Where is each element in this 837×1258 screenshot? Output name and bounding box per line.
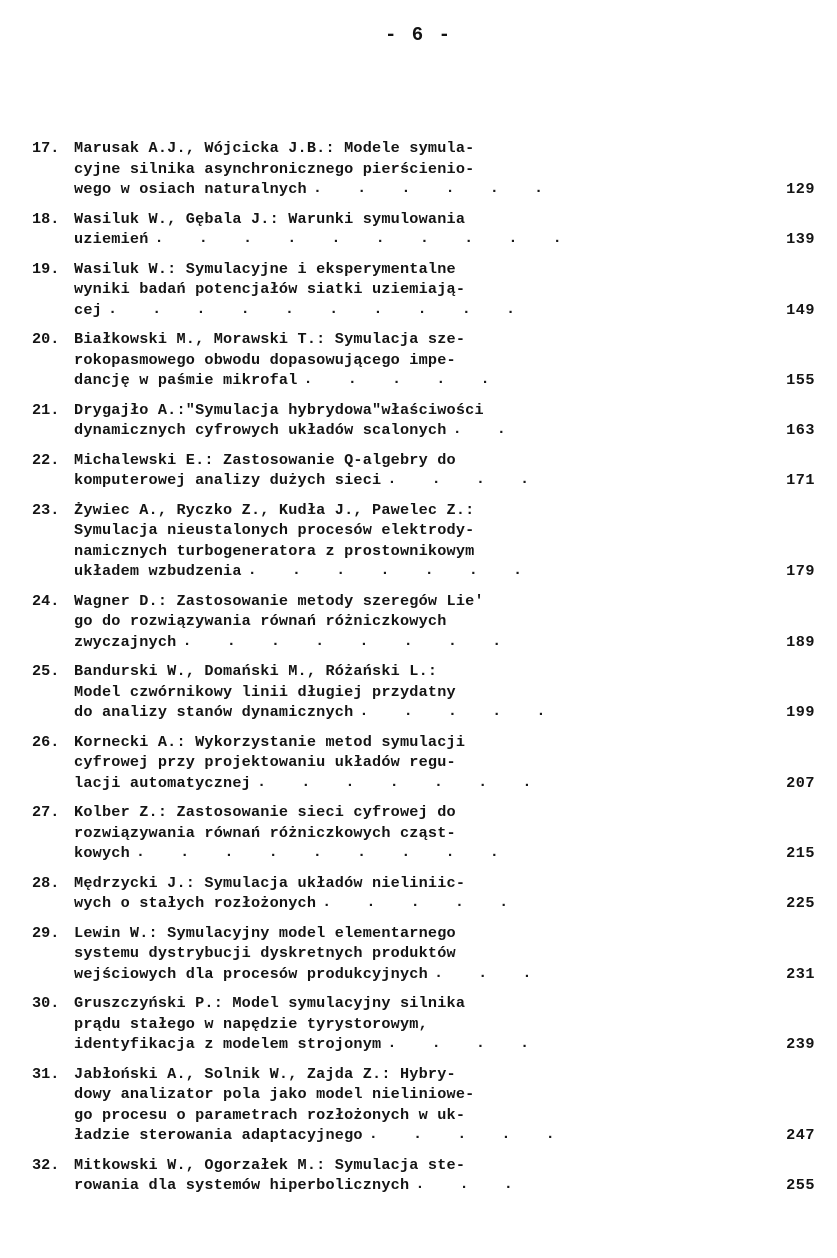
toc-entry-body: [74, 591, 819, 653]
toc-entry-page-number: 163: [786, 421, 815, 439]
toc-entry-body: [74, 923, 819, 985]
toc-entry-number: 22.: [32, 450, 60, 469]
toc-entry-number: 27.: [32, 803, 60, 821]
toc-leader-dots: . . . . . .: [312, 179, 557, 197]
toc-leader-dots: . . . . .: [303, 370, 503, 388]
toc-entry-body: [74, 993, 819, 1055]
toc-entry[interactable]: [28, 138, 819, 200]
toc-entry-page-number: 225: [786, 894, 815, 912]
toc-entry-number: 17.: [32, 139, 60, 157]
toc-entry-page-number: 129: [786, 180, 815, 198]
toc-entry-last-line: [74, 179, 815, 200]
toc-entry-line: namicznych turbogeneratora z prostownikowym: [74, 541, 475, 560]
toc-entry-page-number: 155: [786, 371, 815, 389]
toc-entry-last-line: [74, 1175, 815, 1196]
toc-entry-line: rokopasmowego obwodu dopasowującego impe-: [74, 350, 456, 369]
toc-entry-title-tail: wejściowych dla procesów produkcyjnych: [74, 964, 428, 983]
toc-leader-dots: . . . . . . . . . .: [107, 299, 529, 318]
toc-entry-last-line: [74, 561, 815, 582]
toc-entry-line: Żywiec A., Ryczko Z., Kudła J., Pawelec Z.:: [74, 500, 475, 519]
toc-entry[interactable]: [28, 329, 819, 391]
toc-leader-dots: . . . . . . .: [256, 772, 545, 791]
toc-leader-dots: . . . . .: [322, 893, 522, 911]
toc-entry-page-number: 139: [786, 230, 815, 248]
toc-entry-page-number: 199: [786, 703, 815, 721]
toc-entry-title-tail: cej: [74, 300, 102, 319]
toc-entry-title-tail: kowych: [74, 844, 130, 862]
toc-entry-last-line: [74, 964, 815, 985]
toc-entry-line: Kolber Z.: Zastosowanie sieci cyfrowej do: [74, 803, 456, 821]
toc-entry-line: Marusak A.J., Wójcicka J.B.: Modele symula-: [74, 139, 475, 157]
toc-entry[interactable]: [28, 591, 819, 653]
toc-entry-body: [74, 1064, 819, 1146]
toc-entry-page-number: 247: [786, 1126, 815, 1144]
toc-entry-last-line: [74, 300, 815, 321]
toc-entry-number: 19.: [32, 259, 60, 278]
toc-entry-line: Mitkowski W., Ogorzałek M.: Symulacja ste-: [74, 1155, 466, 1174]
toc-entry-body: [74, 873, 819, 914]
toc-leader-dots: . . . . . . . . .: [135, 843, 512, 861]
toc-entry-body: [74, 329, 819, 391]
toc-leader-dots: . . . . . . .: [247, 561, 536, 579]
toc-entry[interactable]: [28, 802, 819, 864]
toc-entry-body: [74, 450, 819, 491]
toc-entry-page-number: 171: [786, 471, 815, 489]
toc-entry-title-tail: wych o stałych rozłożonych: [74, 894, 317, 912]
toc-entry-title-tail: identyfikacja z modelem strojonym: [74, 1035, 382, 1053]
toc-entry-number: 30.: [32, 994, 60, 1012]
toc-entry-line: go procesu o parametrach rozłożonych w uk-: [74, 1105, 466, 1124]
toc-entry-line: Wasiluk W.: Symulacyjne i eksperymentalne: [74, 259, 456, 278]
toc-entry-last-line: [74, 773, 815, 794]
toc-entry[interactable]: [28, 732, 819, 794]
toc-entry-title-tail: lacji automatycznej: [74, 773, 251, 792]
toc-entry-line: Mędrzycki J.: Symulacja układów nieliniic-: [74, 873, 466, 892]
toc-entry-line: Michalewski E.: Zastosowanie Q-algebry do: [74, 450, 456, 469]
toc-entry-line: cyjne silnika asynchronicznego pierścienio-: [74, 159, 475, 178]
toc-entry-body: [74, 500, 819, 582]
toc-entry-page-number: 255: [786, 1176, 815, 1194]
table-of-contents: [28, 138, 819, 1205]
toc-entry[interactable]: [28, 450, 819, 491]
toc-entry-line: Wagner D.: Zastosowanie metody szeregów Lie': [74, 591, 484, 610]
toc-entry-line: Symulacja nieustalonych procesów elektrody-: [74, 521, 475, 539]
toc-entry-title-tail: wego w osiach naturalnych: [74, 180, 307, 198]
toc-entry-body: [74, 400, 819, 441]
toc-entry-line: systemu dystrybucji dyskretnych produktów: [74, 944, 456, 962]
toc-entry-body: [74, 802, 819, 864]
toc-entry[interactable]: [28, 1155, 819, 1196]
toc-entry-last-line: [74, 702, 815, 723]
toc-entry[interactable]: [28, 923, 819, 985]
toc-entry-page-number: 207: [786, 773, 815, 792]
toc-entry-title-tail: układem wzbudzenia: [74, 562, 242, 580]
toc-entry-page-number: 189: [786, 632, 815, 651]
toc-entry-last-line: [74, 1125, 815, 1146]
toc-entry-last-line: [74, 420, 815, 441]
toc-entry-last-line: [74, 370, 815, 391]
toc-entry-number: 25.: [32, 662, 60, 680]
toc-entry[interactable]: [28, 500, 819, 582]
toc-entry-page-number: 179: [786, 562, 815, 580]
toc-entry-title-tail: uziemień: [74, 230, 149, 248]
toc-entry-number: 23.: [32, 500, 60, 519]
toc-leader-dots: . . . . .: [368, 1125, 568, 1143]
toc-entry-title-tail: dancję w paśmie mikrofal: [74, 371, 298, 389]
toc-entry-line: go do rozwiązywania równań różniczkowych: [74, 612, 447, 630]
toc-entry-title-tail: zwyczajnych: [74, 632, 177, 651]
toc-entry[interactable]: [28, 661, 819, 723]
toc-entry-title-tail: ładzie sterowania adaptacyjnego: [74, 1126, 363, 1144]
toc-entry-line: wyniki badań potencjałów siatki uziemiają-: [74, 280, 466, 298]
toc-entry-number: 26.: [32, 732, 60, 751]
toc-entry-line: Bandurski W., Domański M., Różański L.:: [74, 662, 438, 680]
toc-entry[interactable]: [28, 209, 819, 250]
toc-entry-number: 18.: [32, 209, 60, 228]
toc-entry-number: 31.: [32, 1064, 60, 1083]
toc-entry[interactable]: [28, 400, 819, 441]
toc-entry-line: Model czwórnikowy linii długiej przydatny: [74, 682, 456, 701]
toc-entry-body: [74, 732, 819, 794]
toc-entry[interactable]: [28, 1064, 819, 1146]
toc-entry-number: 29.: [32, 923, 60, 942]
toc-entry-last-line: [74, 893, 815, 914]
toc-entry-body: [74, 209, 819, 250]
toc-entry-body: [74, 259, 819, 321]
toc-entry-number: 32.: [32, 1155, 60, 1174]
toc-leader-dots: . .: [452, 420, 519, 438]
toc-entry[interactable]: [28, 873, 819, 914]
toc-entry-number: 24.: [32, 591, 60, 610]
toc-entry-line: prądu stałego w napędzie tyrystorowym,: [74, 1014, 428, 1033]
toc-leader-dots: . . . .: [387, 1034, 543, 1052]
toc-entry[interactable]: [28, 259, 819, 321]
toc-entry-page-number: 231: [786, 964, 815, 983]
toc-entry-body: [74, 1155, 819, 1196]
page-number: - 6 -: [384, 24, 452, 46]
toc-leader-dots: . . . .: [387, 470, 543, 488]
toc-entry-page-number: 215: [786, 844, 815, 862]
toc-entry-number: 28.: [32, 873, 60, 892]
toc-entry-line: Kornecki A.: Wykorzystanie metod symulacji: [74, 732, 466, 751]
toc-entry-last-line: [74, 229, 815, 250]
toc-entry-line: Białkowski M., Morawski T.: Symulacja sze-: [74, 330, 466, 348]
toc-leader-dots: . . .: [415, 1175, 526, 1193]
toc-entry-line: rozwiązywania równań różniczkowych cząst-: [74, 823, 456, 842]
toc-leader-dots: . . .: [433, 963, 545, 982]
toc-entry-title-tail: do analizy stanów dynamicznych: [74, 703, 354, 721]
toc-entry-line: dowy analizator pola jako model nieliniowe-: [74, 1085, 475, 1103]
toc-entry-body: [74, 661, 819, 723]
toc-entry[interactable]: [28, 993, 819, 1055]
toc-entry-number: 21.: [32, 400, 60, 419]
toc-leader-dots: . . . . .: [359, 702, 559, 720]
toc-entry-last-line: [74, 843, 815, 864]
toc-entry-page-number: 239: [786, 1035, 815, 1053]
toc-entry-body: [74, 138, 819, 200]
toc-entry-title-tail: komputerowej analizy dużych sieci: [74, 471, 382, 489]
toc-entry-page-number: 149: [786, 300, 815, 319]
toc-entry-title-tail: dynamicznych cyfrowych układów scalonych: [74, 421, 447, 439]
toc-entry-number: 20.: [32, 330, 60, 348]
toc-entry-last-line: [74, 1034, 815, 1055]
toc-entry-last-line: [74, 470, 815, 491]
toc-entry-line: Wasiluk W., Gębala J.: Warunki symulowania: [74, 209, 466, 228]
toc-leader-dots: . . . . . . . . . .: [154, 229, 575, 247]
toc-entry-line: cyfrowej przy projektowaniu układów regu-: [74, 753, 456, 771]
toc-entry-line: Lewin W.: Symulacyjny model elementarnego: [74, 923, 456, 942]
toc-entry-last-line: [74, 632, 815, 653]
toc-entry-line: Jabłoński A., Solnik W., Zajda Z.: Hybry-: [74, 1064, 456, 1083]
toc-entry-title-tail: rowania dla systemów hiperbolicznych: [74, 1176, 410, 1194]
toc-entry-line: Drygajło A.:"Symulacja hybrydowa"właściwości: [74, 400, 484, 419]
toc-entry-line: Gruszczyński P.: Model symulacyjny silnika: [74, 994, 466, 1012]
toc-leader-dots: . . . . . . . .: [182, 631, 515, 650]
